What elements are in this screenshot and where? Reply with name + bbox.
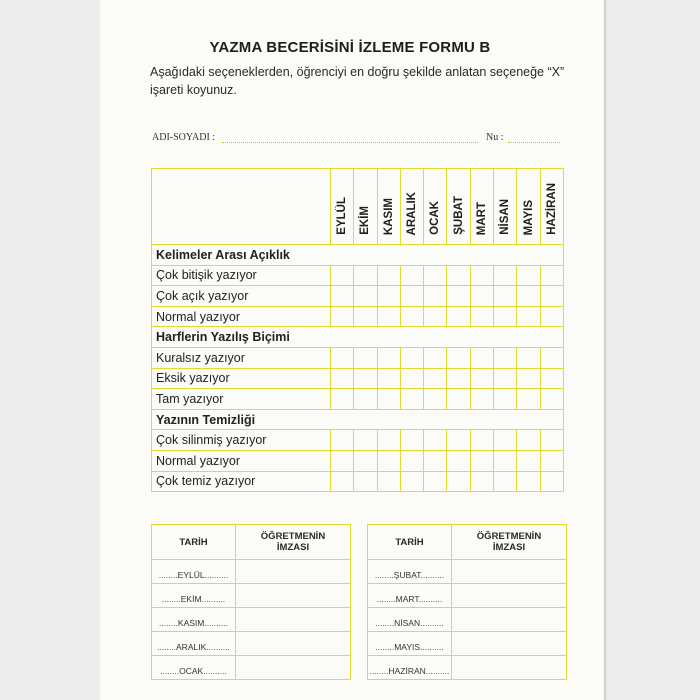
criterion-row xyxy=(152,265,564,286)
mark-cell[interactable] xyxy=(377,286,400,307)
dots: ........ xyxy=(375,642,395,652)
dots: .......... xyxy=(201,594,226,604)
dots: ........ xyxy=(375,618,395,628)
mark-cell[interactable] xyxy=(377,389,400,410)
month-label: HAZİRAN xyxy=(545,183,558,235)
criterion-label: Tam yazıyor xyxy=(152,389,331,410)
date-header: TARİH xyxy=(368,525,452,560)
mark-cell[interactable] xyxy=(377,430,400,451)
signature-row xyxy=(368,560,567,584)
mark-cell[interactable] xyxy=(517,286,540,307)
mark-cell[interactable] xyxy=(540,286,563,307)
teacher-signature-header xyxy=(452,525,567,560)
mark-cell[interactable] xyxy=(424,347,447,368)
criterion-row xyxy=(152,430,564,451)
signature-row xyxy=(152,632,351,656)
dots: ........ xyxy=(369,666,389,676)
signature-table-left xyxy=(151,524,351,680)
criterion-label: Çok temiz yazıyor xyxy=(152,471,331,492)
date-cell[interactable] xyxy=(152,608,236,632)
mark-cell[interactable] xyxy=(331,471,354,492)
dots: .......... xyxy=(203,666,227,676)
mark-cell[interactable] xyxy=(354,389,377,410)
date-cell[interactable] xyxy=(152,656,236,680)
mark-cell[interactable] xyxy=(494,306,517,327)
mark-cell[interactable] xyxy=(331,306,354,327)
mark-cell[interactable] xyxy=(494,430,517,451)
signature-month: ARALIK xyxy=(176,642,207,652)
mark-cell[interactable] xyxy=(354,286,377,307)
signature-month: OCAK xyxy=(179,666,204,676)
mark-cell[interactable] xyxy=(517,389,540,410)
signature-cell[interactable] xyxy=(452,584,567,608)
signature-month: MAYIS xyxy=(394,642,421,652)
mark-cell[interactable] xyxy=(540,306,563,327)
section-title: Kelimeler Arası Açıklık xyxy=(152,245,564,266)
date-cell[interactable] xyxy=(368,632,452,656)
mark-cell[interactable] xyxy=(540,471,563,492)
mark-cell[interactable] xyxy=(517,306,540,327)
section-title: Harflerin Yazılış Biçimi xyxy=(152,327,564,348)
dots: ........ xyxy=(160,666,180,676)
month-header xyxy=(540,169,563,245)
signature-row xyxy=(152,608,351,632)
mark-cell[interactable] xyxy=(494,389,517,410)
mark-cell[interactable] xyxy=(517,471,540,492)
mark-cell[interactable] xyxy=(540,265,563,286)
form-instruction: Aşağıdaki seçeneklerden, öğrenciyi en doğru şekilde anlatan seçeneğe “X” işareti koyunuz. xyxy=(150,65,565,97)
mark-cell[interactable] xyxy=(447,389,470,410)
date-cell[interactable] xyxy=(368,608,452,632)
mark-cell[interactable] xyxy=(400,265,423,286)
mark-cell[interactable] xyxy=(354,450,377,471)
mark-cell[interactable] xyxy=(377,368,400,389)
criterion-label: Çok silinmiş yazıyor xyxy=(152,430,331,451)
signature-month: HAZİRAN xyxy=(388,666,426,676)
evaluation-grid xyxy=(151,168,564,492)
mark-cell[interactable] xyxy=(494,368,517,389)
mark-cell[interactable] xyxy=(400,347,423,368)
grid-corner xyxy=(152,169,331,245)
month-label: ŞUBAT xyxy=(452,196,465,235)
mark-cell[interactable] xyxy=(517,368,540,389)
mark-cell[interactable] xyxy=(354,347,377,368)
month-header xyxy=(447,169,470,245)
criterion-label: Normal yazıyor xyxy=(152,306,331,327)
section-row xyxy=(152,327,564,348)
mark-cell[interactable] xyxy=(470,450,493,471)
signature-cell[interactable] xyxy=(236,632,351,656)
criterion-row xyxy=(152,306,564,327)
mark-cell[interactable] xyxy=(540,389,563,410)
criterion-row xyxy=(152,450,564,471)
date-cell[interactable] xyxy=(368,560,452,584)
mark-cell[interactable] xyxy=(470,347,493,368)
signature-header-row xyxy=(368,525,567,560)
signature-month: MART xyxy=(395,594,419,604)
mark-cell[interactable] xyxy=(377,471,400,492)
mark-cell[interactable] xyxy=(447,430,470,451)
mark-cell[interactable] xyxy=(400,471,423,492)
signature-cell[interactable] xyxy=(452,632,567,656)
signature-row xyxy=(152,560,351,584)
mark-cell[interactable] xyxy=(400,450,423,471)
dots: .......... xyxy=(420,642,444,652)
mark-cell[interactable] xyxy=(424,368,447,389)
signature-row xyxy=(368,608,567,632)
mark-cell[interactable] xyxy=(470,368,493,389)
mark-cell[interactable] xyxy=(470,389,493,410)
dots: ........ xyxy=(158,570,178,580)
mark-cell[interactable] xyxy=(424,265,447,286)
mark-cell[interactable] xyxy=(331,347,354,368)
mark-cell[interactable] xyxy=(494,265,517,286)
mark-cell[interactable] xyxy=(540,368,563,389)
criterion-label: Kuralsız yazıyor xyxy=(152,347,331,368)
mark-cell[interactable] xyxy=(424,389,447,410)
month-label: MART xyxy=(475,201,488,235)
form-title: YAZMA BECERİSİNİ İZLEME FORMU B xyxy=(209,39,491,56)
signature-cell[interactable] xyxy=(236,608,351,632)
name-field-line[interactable] xyxy=(222,142,478,143)
mark-cell[interactable] xyxy=(447,265,470,286)
signature-row xyxy=(152,656,351,680)
signature-row xyxy=(152,584,351,608)
signature-table-right xyxy=(367,524,567,680)
mark-cell[interactable] xyxy=(377,347,400,368)
dots: .......... xyxy=(418,594,443,604)
dots: .......... xyxy=(204,570,229,580)
signature-month: KASIM xyxy=(177,618,205,628)
number-label: Nu : xyxy=(486,132,504,143)
signature-row xyxy=(368,632,567,656)
signature-cell[interactable] xyxy=(236,656,351,680)
criterion-label: Eksik yazıyor xyxy=(152,368,331,389)
mark-cell[interactable] xyxy=(354,471,377,492)
date-cell[interactable] xyxy=(152,632,236,656)
mark-cell[interactable] xyxy=(424,286,447,307)
criterion-label: Çok açık yazıyor xyxy=(152,286,331,307)
mark-cell[interactable] xyxy=(447,450,470,471)
mark-cell[interactable] xyxy=(540,347,563,368)
mark-cell[interactable] xyxy=(447,306,470,327)
page-edge xyxy=(604,0,606,700)
mark-cell[interactable] xyxy=(354,368,377,389)
mark-cell[interactable] xyxy=(424,471,447,492)
signature-month: EYLÜL xyxy=(177,570,205,580)
date-cell[interactable] xyxy=(368,656,452,680)
mark-cell[interactable] xyxy=(400,389,423,410)
mark-cell[interactable] xyxy=(424,306,447,327)
mark-cell[interactable] xyxy=(331,368,354,389)
mark-cell[interactable] xyxy=(447,286,470,307)
mark-cell[interactable] xyxy=(331,450,354,471)
signature-cell[interactable] xyxy=(452,656,567,680)
signature-header-row xyxy=(152,525,351,560)
mark-cell[interactable] xyxy=(331,286,354,307)
dots: .......... xyxy=(425,666,450,676)
dots: .......... xyxy=(420,570,445,580)
month-header xyxy=(331,169,354,245)
teacher-signature-header xyxy=(236,525,351,560)
criterion-row xyxy=(152,471,564,492)
month-header xyxy=(354,169,377,245)
criterion-row xyxy=(152,347,564,368)
mark-cell[interactable] xyxy=(377,450,400,471)
mark-cell[interactable] xyxy=(517,265,540,286)
mark-cell[interactable] xyxy=(470,471,493,492)
dots: .......... xyxy=(420,618,444,628)
signature-row xyxy=(368,584,567,608)
date-cell[interactable] xyxy=(368,584,452,608)
signature-month: NİSAN xyxy=(394,618,421,628)
mark-cell[interactable] xyxy=(470,265,493,286)
teacher-header-line1: ÖĞRETMENİN xyxy=(260,531,326,542)
mark-cell[interactable] xyxy=(424,430,447,451)
mark-cell[interactable] xyxy=(470,286,493,307)
date-header: TARİH xyxy=(152,525,236,560)
mark-cell[interactable] xyxy=(447,471,470,492)
month-header xyxy=(424,169,447,245)
signature-month: EKİM xyxy=(180,594,202,604)
mark-cell[interactable] xyxy=(447,347,470,368)
dots: ........ xyxy=(161,594,181,604)
month-header-row xyxy=(152,169,564,245)
month-label: EYLÜL xyxy=(336,197,349,235)
mark-cell[interactable] xyxy=(331,265,354,286)
mark-cell[interactable] xyxy=(424,450,447,471)
mark-cell[interactable] xyxy=(331,389,354,410)
dots: .......... xyxy=(204,618,228,628)
criterion-label: Çok bitişik yazıyor xyxy=(152,265,331,286)
signature-cell[interactable] xyxy=(452,560,567,584)
mark-cell[interactable] xyxy=(494,286,517,307)
section-title: Yazının Temizliği xyxy=(152,409,564,430)
mark-cell[interactable] xyxy=(540,430,563,451)
mark-cell[interactable] xyxy=(494,450,517,471)
criterion-row xyxy=(152,368,564,389)
mark-cell[interactable] xyxy=(377,306,400,327)
mark-cell[interactable] xyxy=(470,430,493,451)
mark-cell[interactable] xyxy=(447,368,470,389)
mark-cell[interactable] xyxy=(400,286,423,307)
month-label: EKİM xyxy=(359,206,372,235)
dots: ........ xyxy=(157,642,177,652)
signature-cell[interactable] xyxy=(452,608,567,632)
mark-cell[interactable] xyxy=(331,430,354,451)
month-header xyxy=(377,169,400,245)
mark-cell[interactable] xyxy=(400,430,423,451)
mark-cell[interactable] xyxy=(540,450,563,471)
month-label: MAYIS xyxy=(522,199,535,235)
teacher-header-line2: İMZASI xyxy=(276,542,310,553)
month-header xyxy=(494,169,517,245)
signature-month: ŞUBAT xyxy=(393,570,421,580)
criterion-row xyxy=(152,286,564,307)
dots: .......... xyxy=(206,642,230,652)
number-field-line[interactable] xyxy=(508,142,560,143)
dots: ........ xyxy=(376,594,396,604)
month-label: KASIM xyxy=(382,197,395,235)
mark-cell[interactable] xyxy=(470,306,493,327)
mark-cell[interactable] xyxy=(494,471,517,492)
mark-cell[interactable] xyxy=(400,306,423,327)
mark-cell[interactable] xyxy=(400,368,423,389)
month-header xyxy=(400,169,423,245)
teacher-header-line1: ÖĞRETMENİN xyxy=(476,531,542,542)
date-cell[interactable] xyxy=(152,584,236,608)
mark-cell[interactable] xyxy=(494,347,517,368)
section-row xyxy=(152,245,564,266)
mark-cell[interactable] xyxy=(354,430,377,451)
name-label: ADI-SOYADI : xyxy=(152,132,216,143)
month-label: NİSAN xyxy=(499,199,512,235)
signature-cell[interactable] xyxy=(236,584,351,608)
month-header xyxy=(517,169,540,245)
section-row xyxy=(152,409,564,430)
criterion-label: Normal yazıyor xyxy=(152,450,331,471)
month-header xyxy=(470,169,493,245)
month-label: ARALIK xyxy=(406,191,419,235)
mark-cell[interactable] xyxy=(354,265,377,286)
criterion-row xyxy=(152,389,564,410)
signature-cell[interactable] xyxy=(236,560,351,584)
month-label: OCAK xyxy=(429,201,442,235)
teacher-header-line2: İMZASI xyxy=(492,542,526,553)
mark-cell[interactable] xyxy=(517,430,540,451)
dots: ........ xyxy=(159,618,178,628)
mark-cell[interactable] xyxy=(377,265,400,286)
mark-cell[interactable] xyxy=(517,450,540,471)
dots: ........ xyxy=(374,570,394,580)
date-cell[interactable] xyxy=(152,560,236,584)
signature-row xyxy=(368,656,567,680)
mark-cell[interactable] xyxy=(517,347,540,368)
mark-cell[interactable] xyxy=(354,306,377,327)
